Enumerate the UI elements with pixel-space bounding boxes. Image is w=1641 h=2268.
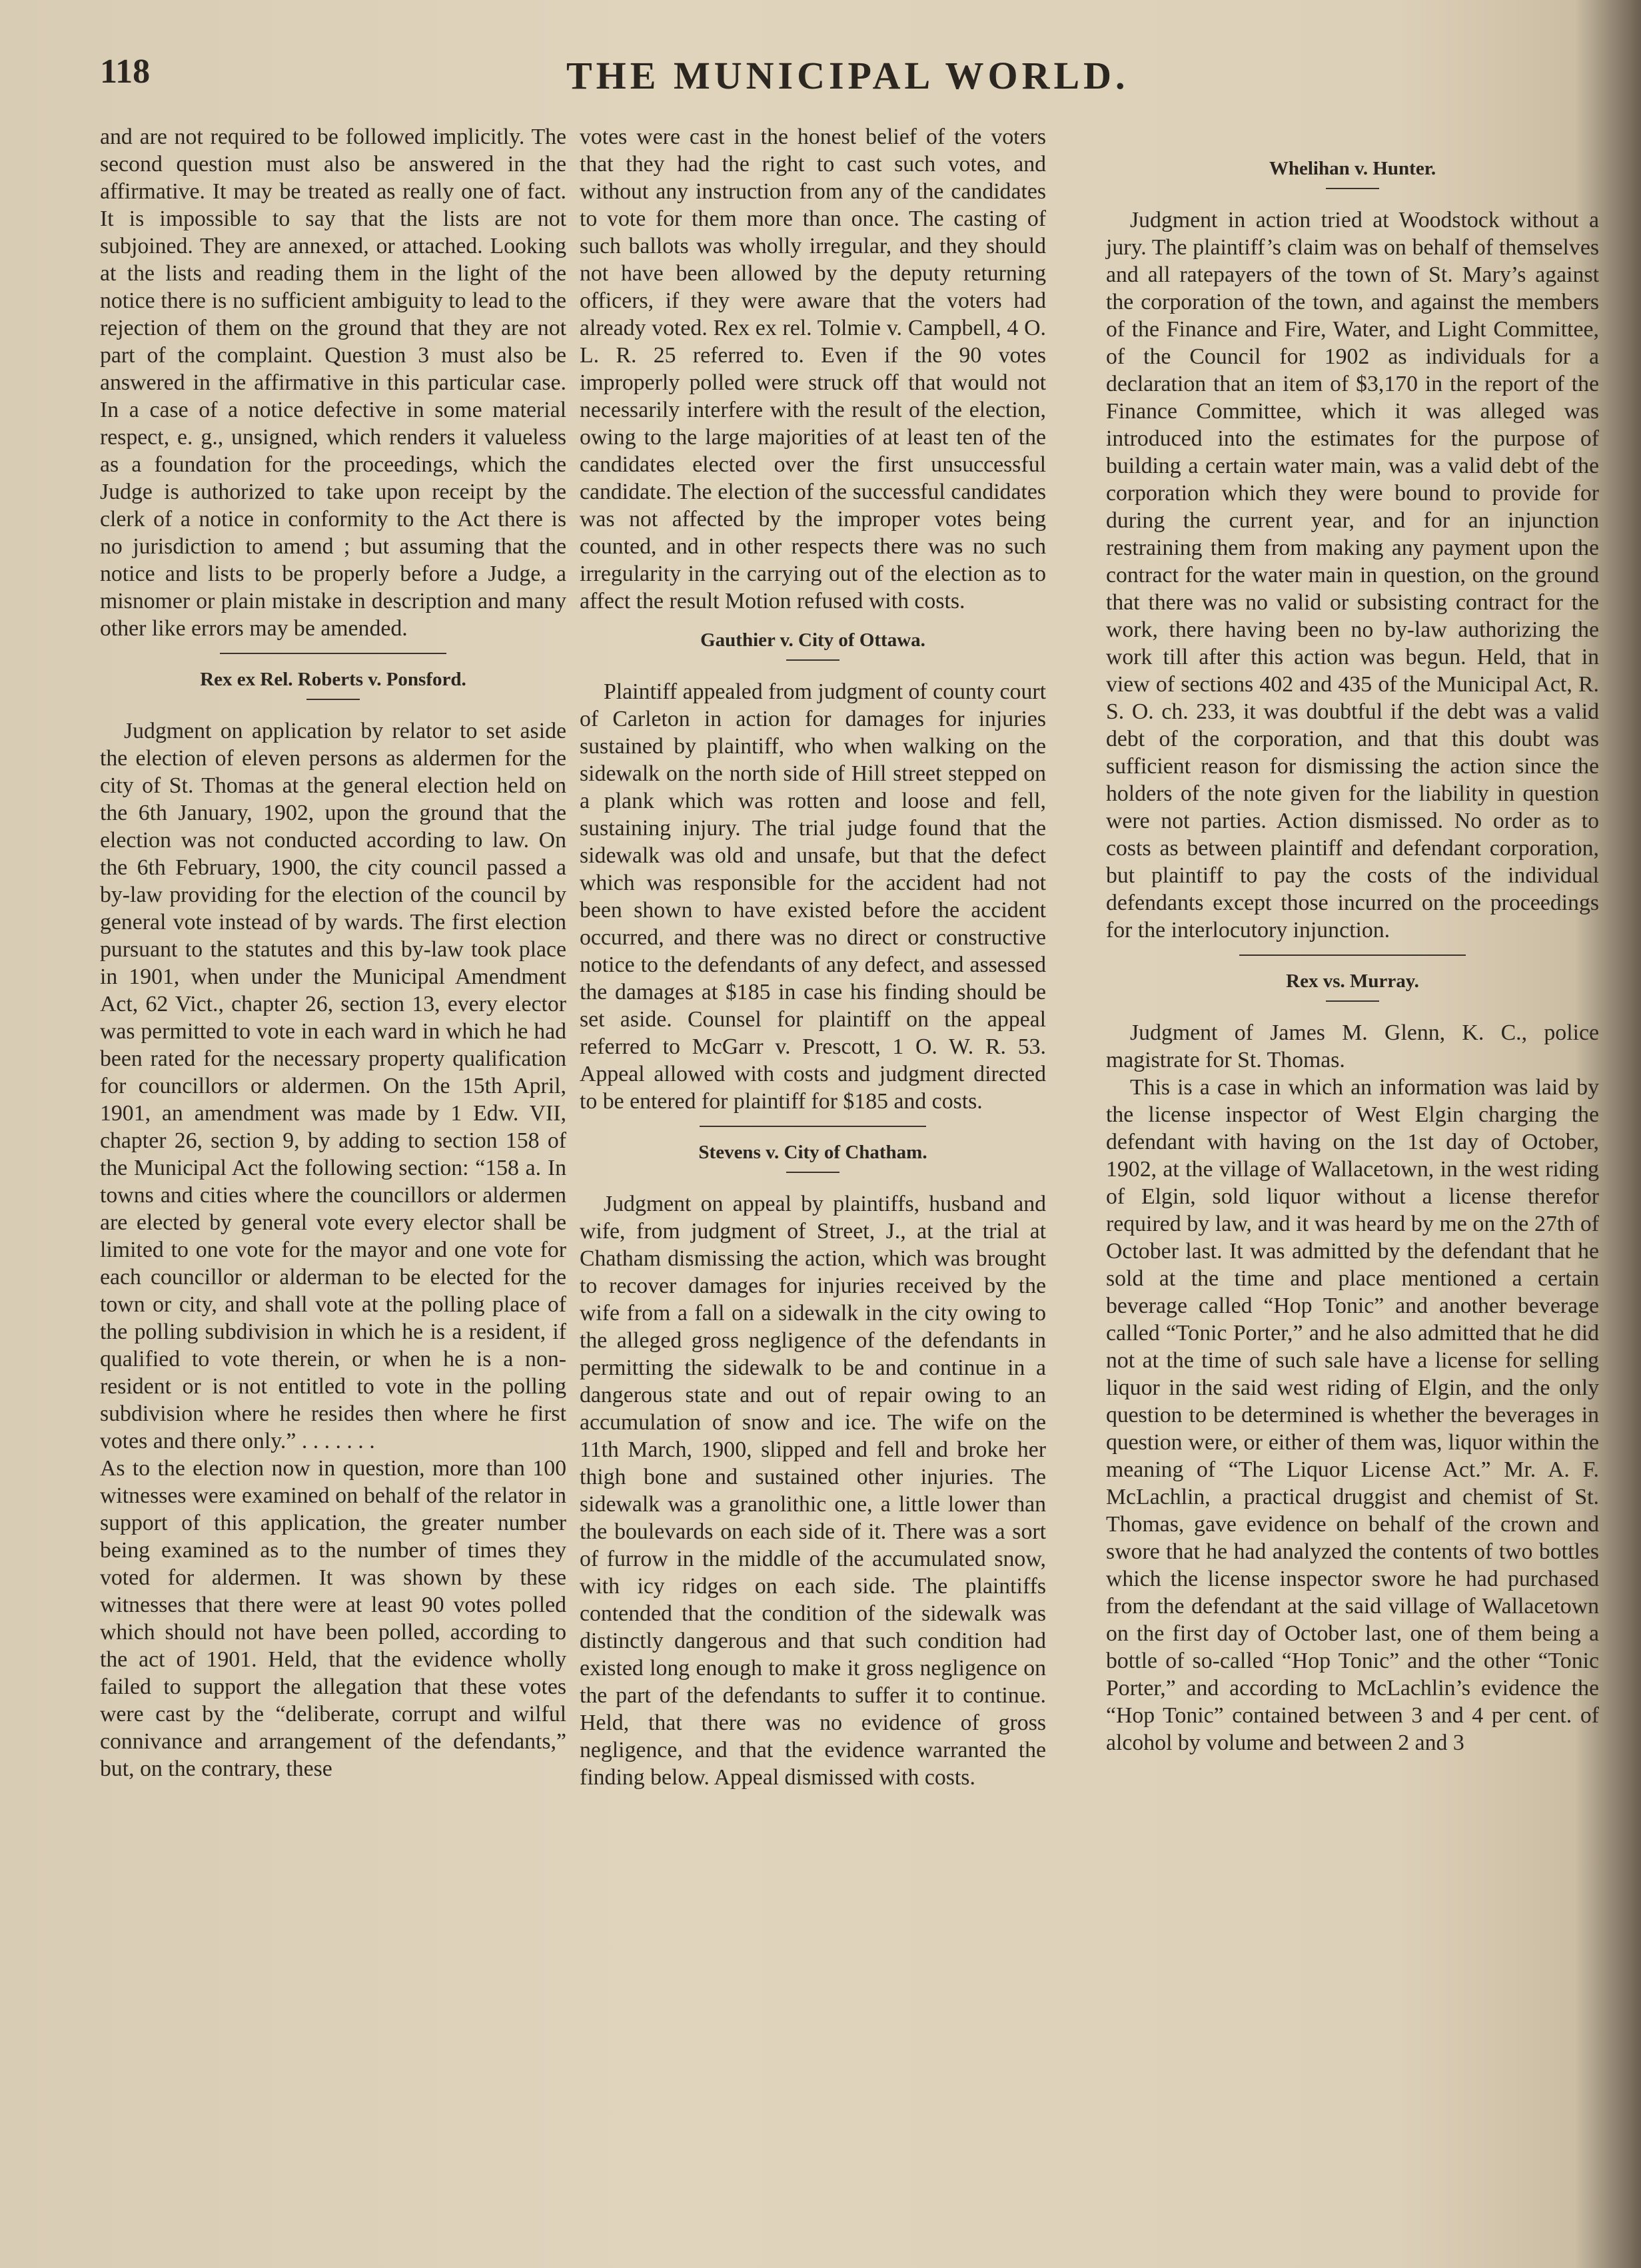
page-number: 118 [100,53,151,91]
title-underline [786,659,839,661]
case-title-whelihan-hunter: Whelihan v. Hunter. [1269,158,1436,179]
case-title-roberts-ponsford: Rex ex Rel. Roberts v. Ponsford. [200,669,466,690]
case-paragraph: Plaintiff appealed from judgment of county court of Carleton in action for damages for injuries sustained by plaintiff, who when walking on the sidewalk on the north side of Hill street stepped on a plank which was rotten and loose and fell, sustaining injury. The trial judge found that the sidewalk was old and unsafe, but that the defect which was responsible for the accident had not been shown to have existed before the accident occurred, and there was no direct or constructive notice to the defendants of any defect, and assessed the damages at $185 in case his finding should be set aside. Counsel for plaintiff on the appeal referred to McGarr v. Prescott, 1 O. W. R. 53. Appeal allowed with costs and judgment directed to be entered for plaintiff for $185 and costs. [580,679,1046,1114]
case-paragraph: Judgment on application by relator to set aside the election of eleven persons as aldermen for the city of St. Thomas at the general election held on the 6th January, 1902, upon the ground that the election was not conducted according to law. On the 6th February, 1900, the city council passed a by-law providing for the election of the council by general vote instead of by wards. The first election pursuant to the statutes and this by-law took place in 1901, when under the Municipal Amendment Act, 62 Vict., chapter 26, section 13, every elector was permitted to vote in each ward in which he had been rated for the necessary property qualification for councillors or aldermen. On the 15th April, 1901, an amendment was made by 1 Edw. VII, chapter 26, section 9, by adding to section 158 of the Municipal Act the following section: “158 a. In towns and cities where the councillors or aldermen are elected by general vote every elector shall be limited to one vote for the mayor and one vote for each councillor or alderman to be elected for the town or city, and shall vote at the polling place of the polling subdivision in which he is a resident, if qualified to vote therein, or when he is a non-resident or is not entitled to vote in the polling subdivision where he resides then where he first votes and there only.” . . . . . . . [100,719,566,1453]
case-title-gauthier-ottawa: Gauthier v. City of Ottawa. [700,629,925,651]
column-top-spacer [1106,123,1599,143]
section-divider [700,1126,926,1127]
page-header [100,47,1599,113]
column-3 [1106,123,1599,1756]
section-divider [1239,954,1466,956]
case-paragraph: This is a case in which an information was laid by the license inspector of West Elgin charging the defendant with having on the 1st day of October, 1902, at the village of Wallacetown, in the west riding of Elgin, sold liquor without a license therefor required by law, and it was heard by me on the 27th of October last. It was admitted by the defendant that he sold at the time and place mentioned a certain beverage called “Hop Tonic” and another beverage called “Tonic Porter,” and he also admitted that he did not at the time of such sale have a license for selling liquor in the said west riding of Elgin, and the only question to be determined is whether the beverages in question were, or either of them was, liquor within the meaning of “The Liquor License Act.” Mr. A. F. McLachlin, a practical druggist and chemist of St. Thomas, gave evidence on behalf of the crown and swore that he had analyzed the contents of two bottles which the license inspector swore he had purchased from the defendant at the said village of Wallacetown on the first day of October last, one of them being a bottle of so-called “Hop Tonic” and the other “Tonic Porter,” and according to McLachlin’s evidence the “Hop Tonic” contained between 3 and 4 per cent. of alcohol by volume and between 2 and 3 [1106,1075,1599,1755]
title-underline [1326,188,1379,189]
case-paragraph: Judgment in action tried at Woodstock without a jury. The plaintiff’s claim was on behalf of themselves and all ratepayers of the town of St. Mary’s against the corporation of the town, and against the members of the Finance and Fire, Water, and Light Committee, of the Council for 1902 as individuals for a declaration that an item of $3,170 in the report of the Finance Committee, which it was alleged was introduced into the estimates for the purpose of building a certain water main, was a valid debt of the corporation which they were bound to provide for during the current year, and for an injunction restraining them from making any payment upon the contract for the water main in question, on the ground that there was no valid or subsisting contract for the work, there having been no by-law authorizing the work till after this action was begun. Held, that in view of sections 402 and 435 of the Municipal Act, R. S. O. ch. 233, it was doubtful if the debt was a valid debt of the corporation, and that this doubt was sufficient reason for dismissing the action since the holders of the note given for the liability in question were not parties. Action dismissed. No order as to costs as between plaintiff and defendant corporation, but plaintiff to pay the costs of the individual defendants except those incurred on the proceedings for the interlocutory injunction. [1106,208,1599,943]
title-underline [1326,1000,1379,1002]
case-paragraph: As to the election now in question, more than 100 witnesses were examined on behalf of the relator in support of this application, the greater number being examined as to the number of times they voted for aldermen. It was shown by these witnesses that there were at least 90 votes polled which should not have been polled, according to the act of 1901. Held, that the evidence wholly failed to support the allegation that these votes were cast by the “deliberate, corrupt and wilful connivance and arrangement of the defendants,” but, on the contrary, these [100,1456,566,1781]
journal-title: THE MUNICIPAL WORLD. [566,54,1129,97]
case-title-stevens-chatham: Stevens v. City of Chatham. [698,1142,927,1163]
continued-paragraph: votes were cast in the honest belief of the voters that they had the right to cast such votes, and without any instruction from any of the candidates to vote for them more than once. The casting of such ballots was wholly irregular, and they should not have been allowed by the deputy returning officers, if they were aware that the voters had already voted. Rex ex rel. Tolmie v. Campbell, 4 O. L. R. 25 referred to. Even if the 90 votes improperly polled were struck off that would not necessarily interfere with the result of the election, owing to the large majorities of at least ten of the candidates elected over the first unsuccessful candidate. The election of the successful candidates was not affected by the improper votes being counted, and in other respects there was no such irregularity in the carrying out of the election as to affect the result Motion refused with costs. [580,125,1046,613]
continued-paragraph: and are not required to be followed implicitly. The second question must also be answered in the affirmative. It may be treated as really one of fact. It is impossible to say that the lists are not subjoined. They are annexed, or attached. Looking at the lists and reading them in the light of the notice there is no sufficient ambiguity to lead to the rejection of them on the ground that they are not part of the complaint. Question 3 must also be answered in the affirmative in this particular case. In a case of a notice defective in some material respect, e. g., unsigned, which renders it valueless as a foundation for the proceedings, which the Judge is authorized to take upon receipt by the clerk of a notice in conformity to the Act there is no jurisdiction to amend ; but assuming that the notice and lists to be properly before a Judge, a misnomer or plain mistake in description and many other like errors may be amended. [100,125,566,641]
title-underline [786,1172,839,1173]
section-divider [220,653,446,654]
column-2 [580,123,1046,1791]
case-paragraph: Judgment of James M. Glenn, K. C., police magistrate for St. Thomas. [1106,1020,1599,1072]
title-underline [306,699,360,700]
case-title-rex-murray: Rex vs. Murray. [1286,970,1419,992]
column-1 [100,123,566,1782]
case-paragraph: Judgment on appeal by plaintiffs, husband and wife, from judgment of Street, J., at the trial at Chatham dismissing the action, which was brought to recover damages for injuries received by the wife from a fall on a sidewalk in the city owing to the alleged gross negligence of the defendants in permitting the sidewalk to be and continue in a dangerous state and out of repair owing to an accumulation of snow and ice. The wife on the 11th March, 1900, slipped and fell and broke her thigh bone and sustained other injuries. The sidewalk was a granolithic one, a little lower than the boulevards on each side of it. There was a sort of furrow in the middle of the accumulated snow, with icy ridges on each side. The plaintiffs contended that the condition of the sidewalk was distinctly dangerous and that such condition had existed long enough to make it gross negligence on the part of the defendants to suffer it to continue. Held, that there was no evidence of gross negligence, and that the evidence warranted the finding below. Appeal dismissed with costs. [580,1192,1046,1790]
